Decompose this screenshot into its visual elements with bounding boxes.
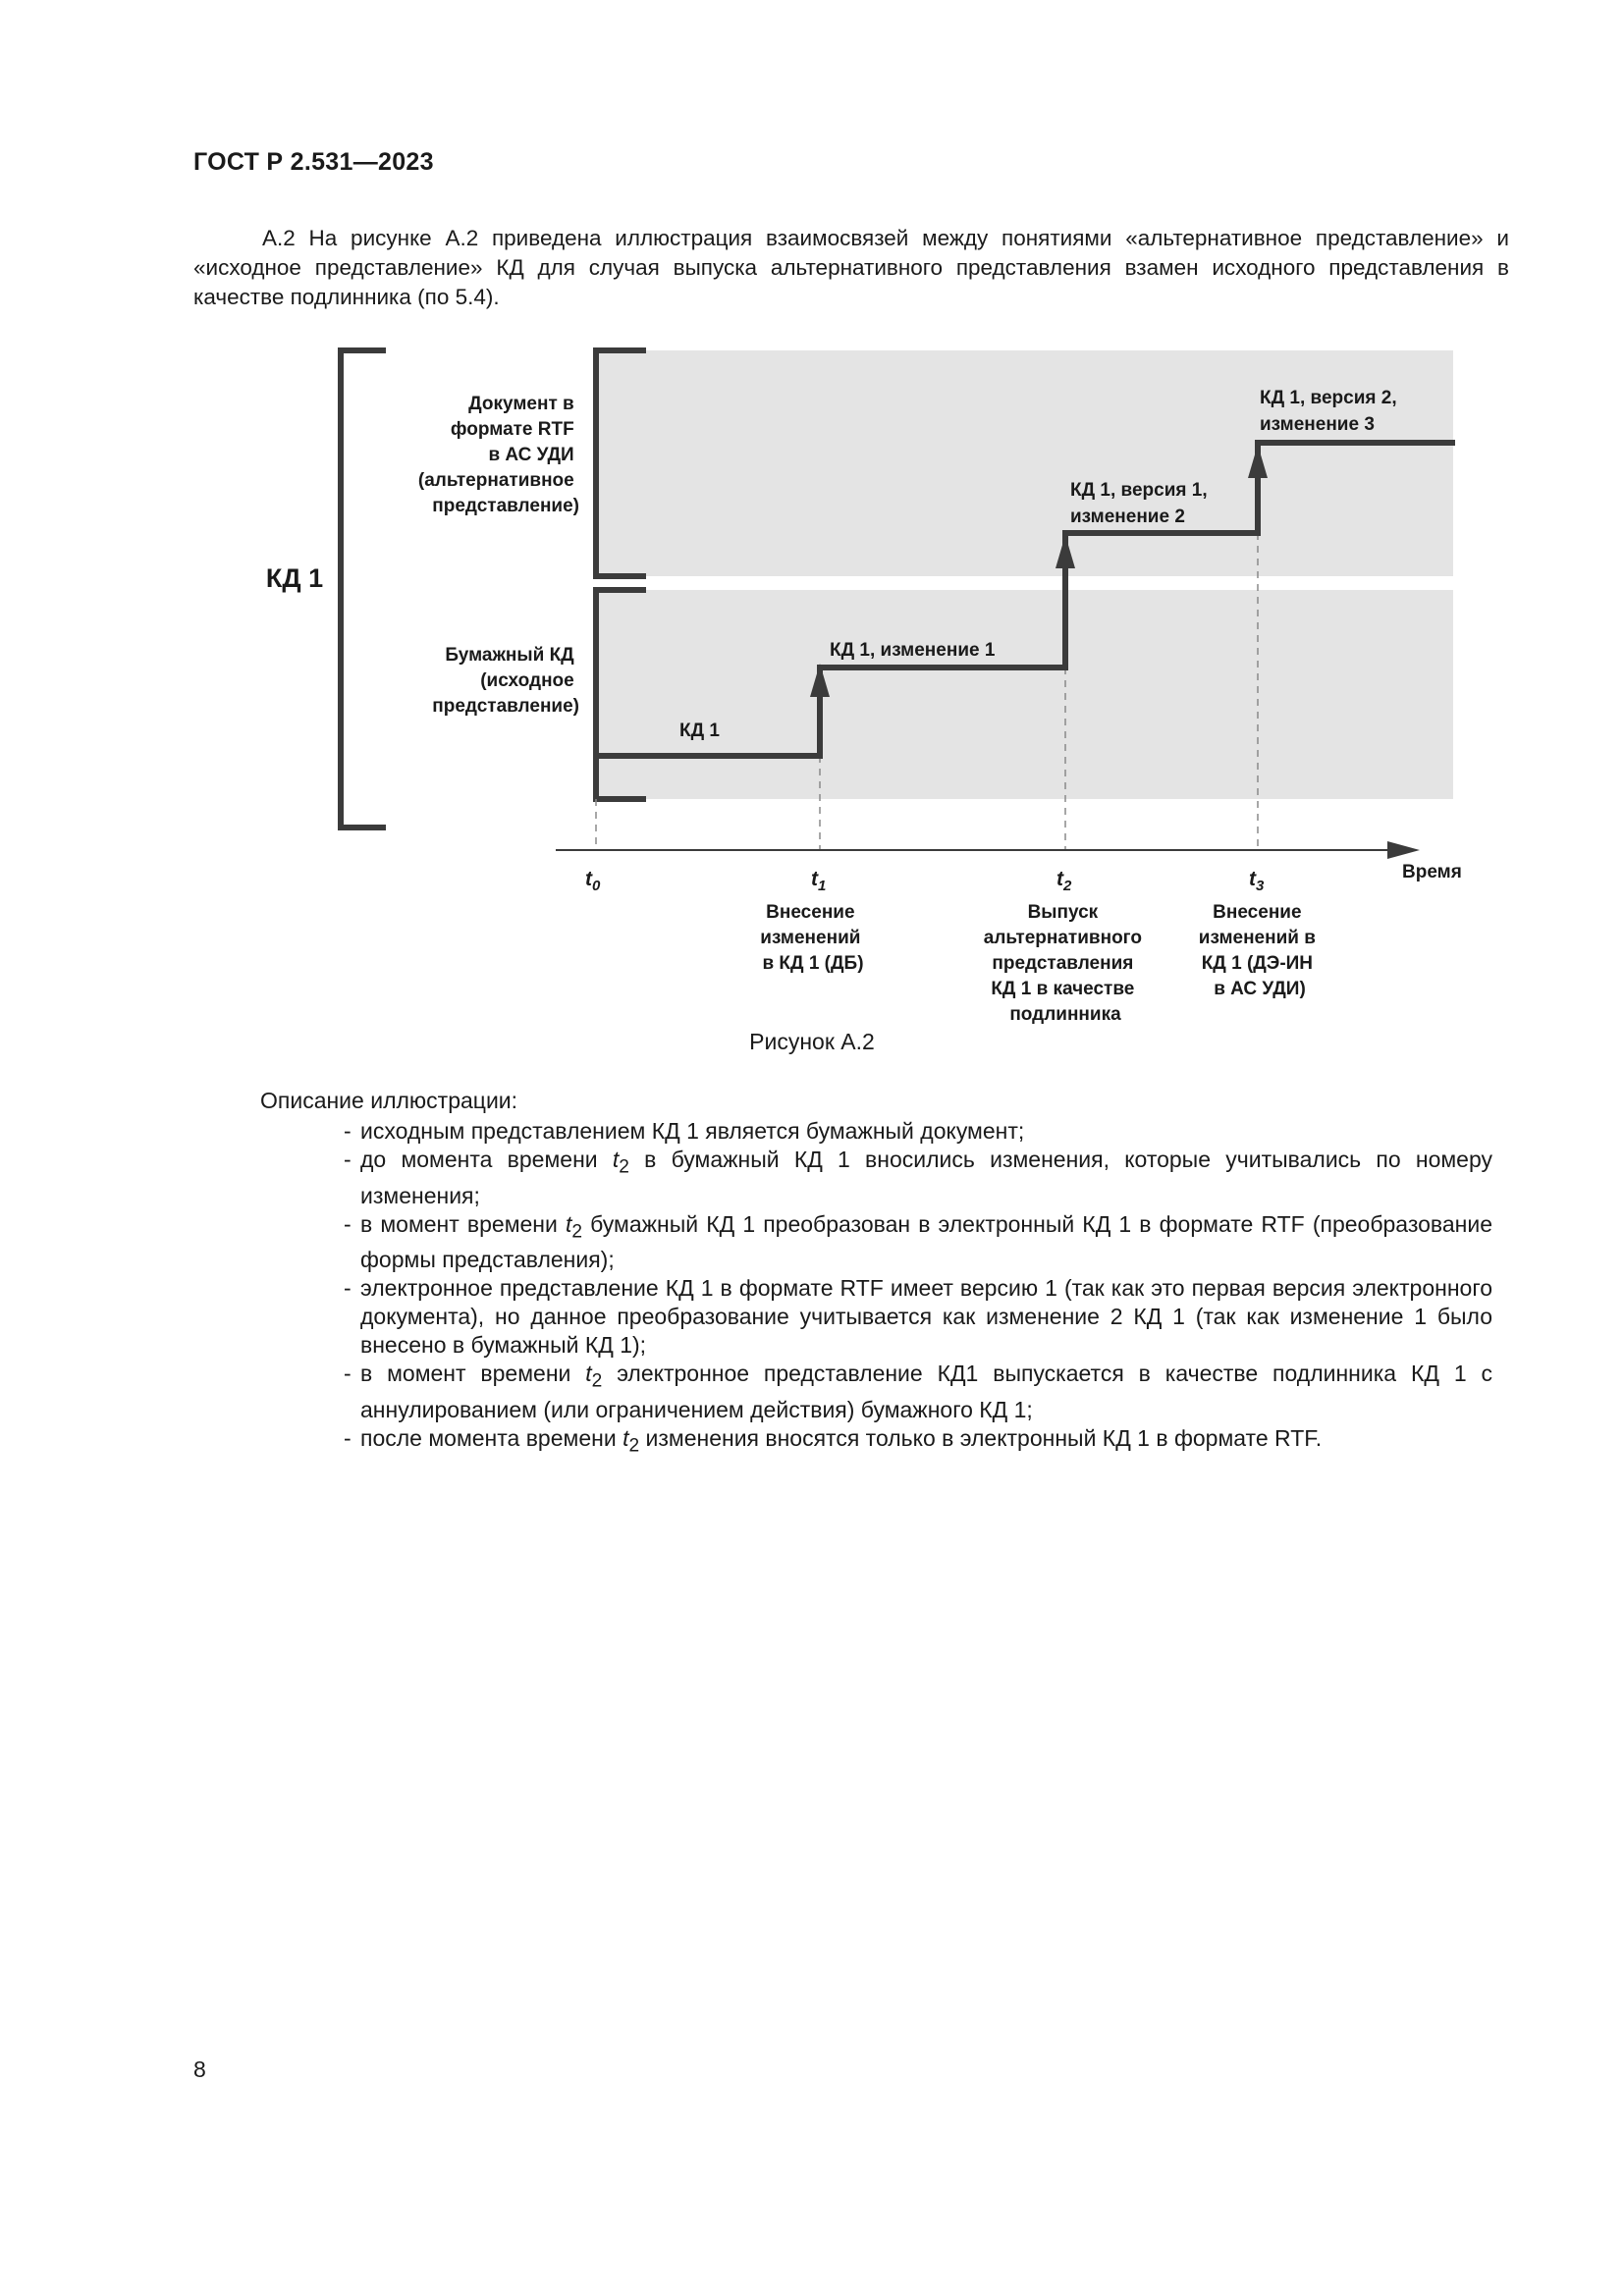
lower-lane-background	[596, 590, 1453, 799]
list-dash: -	[344, 1361, 352, 1387]
description-text: изменения вносятся только в электронный КД 1 в формате RTF.	[639, 1424, 1323, 1451]
state-label-change1: КД 1, изменение 1	[830, 640, 996, 661]
state-label-version1: КД 1, версия 1, изменение 2	[1070, 480, 1208, 527]
description-list	[344, 1117, 1492, 1460]
state-label-kd1: КД 1	[679, 721, 720, 741]
upper-lane-label: Документ в формате RTF в АС УДИ (альтернативное представление)	[417, 394, 579, 516]
list-dash: -	[344, 1210, 352, 1237]
list-dash: -	[344, 1147, 352, 1172]
description-item	[344, 1146, 1492, 1210]
time-axis-arrow	[1387, 841, 1420, 859]
description-text: в момент времени	[360, 1210, 566, 1237]
figure-diagram	[0, 0, 1624, 1041]
state-label-version2: КД 1, версия 2, изменение 3	[1260, 388, 1397, 435]
description-item	[344, 1274, 1492, 1360]
time-variable-subscript: 2	[591, 1370, 603, 1392]
description-title: Описание иллюстрации:	[260, 1088, 518, 1113]
description-item	[344, 1210, 1492, 1275]
description-text: исходным представлением КД 1 является бумажный документ;	[360, 1118, 1025, 1144]
tick-t3: $t_3$	[1249, 868, 1265, 894]
upper-lane-background	[596, 350, 1453, 576]
group-brace	[341, 350, 386, 828]
time-variable-subscript: 2	[571, 1221, 583, 1243]
time-variable: t	[623, 1424, 629, 1451]
description-item	[344, 1424, 1492, 1461]
time-variable-subscript: 2	[619, 1156, 629, 1178]
time-variable: t	[585, 1361, 592, 1387]
time-variable-subscript: 2	[628, 1435, 640, 1457]
description-text: электронное представление КД1 выпускается в качестве подлинника КД 1 с аннулированием (или ограничением действия) бумажного КД 1;	[360, 1361, 1492, 1422]
document-header: ГОСТ Р 2.531—2023	[193, 148, 434, 176]
description-text: до момента времени	[360, 1147, 613, 1172]
time-axis-label: Время	[1402, 862, 1462, 882]
list-dash: -	[344, 1424, 352, 1451]
intro-paragraph: А.2 На рисунке А.2 приведена иллюстрация взаимосвязей между понятиями «альтернативное представление» и «исходное представление» КД для случая выпуска альтернативного представления взамен исходного представления в качестве подлинника (по 5.4).	[193, 226, 1509, 309]
time-variable: t	[612, 1147, 620, 1172]
tick-t3-description: Внесение изменений в КД 1 (ДЭ-ИН в АС УДИ)	[1198, 902, 1316, 999]
time-variable: t	[565, 1210, 572, 1237]
tick-t1: $t_1$	[811, 868, 827, 894]
description-text: в момент времени	[360, 1361, 586, 1387]
description-text: электронное представление КД 1 в формате RTF имеет версию 1 (так как это первая версия электронного документа), но данное преобразование учитывается как изменение 2 КД 1 (так как изменение 1 было внесено в бумажный КД 1);	[360, 1275, 1492, 1359]
group-label: КД 1	[265, 563, 324, 593]
tick-t0: $t_0$	[585, 868, 601, 894]
list-dash: -	[344, 1118, 352, 1144]
list-dash: -	[344, 1275, 352, 1302]
description-item	[344, 1360, 1492, 1424]
description-item	[344, 1117, 1492, 1146]
tick-t2-description: Выпуск альтернативного представления КД 1 в качестве подлинника	[983, 902, 1142, 1025]
figure-caption: Рисунок А.2	[749, 1029, 875, 1054]
lower-lane-label: Бумажный КД (исходное представление)	[432, 645, 579, 717]
description-text: бумажный КД 1 преобразован в электронный КД 1 в формате RTF (преобразование формы представления);	[360, 1210, 1492, 1273]
description-text: после момента времени	[360, 1424, 623, 1451]
tick-t1-description: Внесение изменений в КД 1 (ДБ)	[760, 902, 864, 974]
description-text: в бумажный КД 1 вносились изменения, которые учитывались по номеру изменения;	[360, 1147, 1492, 1208]
tick-t2: $t_2$	[1056, 868, 1072, 894]
page-number: 8	[193, 2056, 206, 2082]
